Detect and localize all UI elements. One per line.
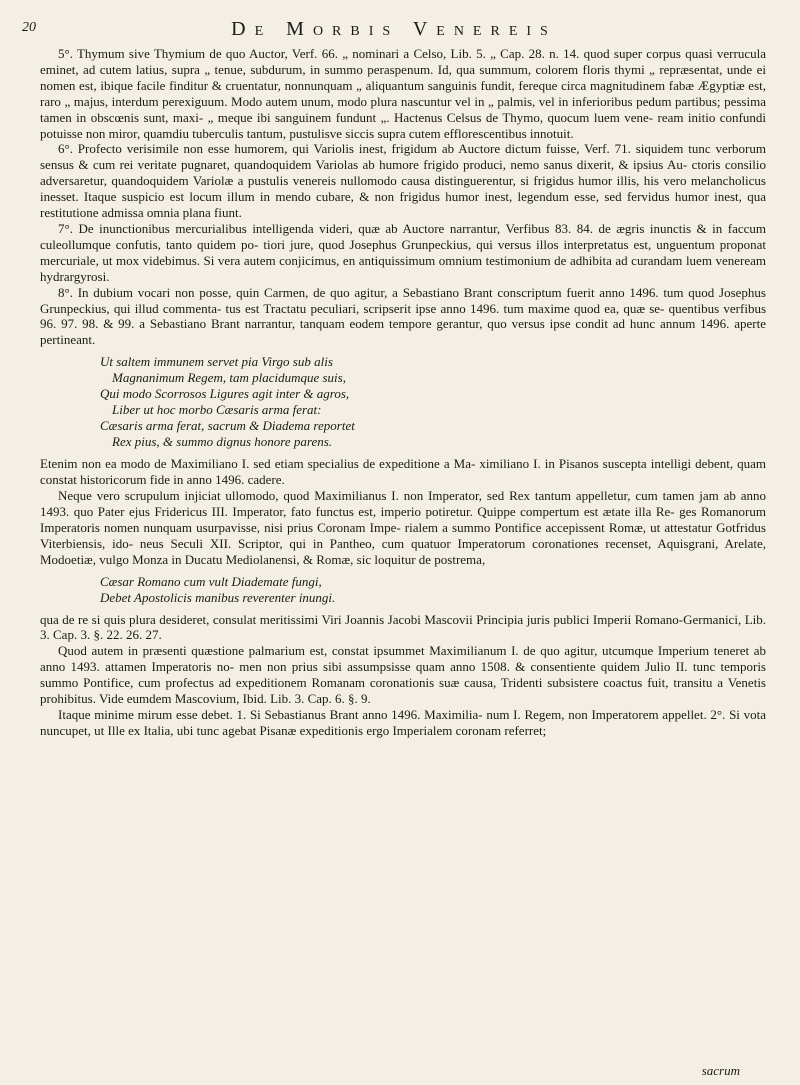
verse-line: Debet Apostolicis manibus reverenter inungi. bbox=[100, 589, 336, 605]
paragraph-5: 5°. Thymum sive Thymium de quo Auctor, Verf. 66. „ nominari a Celso, Lib. 5. „ Cap. 28. n. 14. quod super corpus quasi verrucula eminet, ad cutem latius, supra „ tenue, subdurum, in summo peraspenum. Id, qua summum, colorem floris thymi „ repræsentat, unde ei nomen est, ibique facile finditur & cruentatur, nonnunquam „ aliquantum sanguinis fundit, fereque circa magnitudinem fabæ Ægyptiæ est, raro „ majus, interdum perexiguum. Modo autem unum, modo plura nascuntur vel in „ palmis, vel in inferioribus pedum partibus; pessima tamen in obscœnis sunt, maxi- „ meque ibi sanguinem fundunt „. Hactenus Celsus de Thymo, quocum luem vene- ream initio confundi potuisse non miror, quamdiu tuberculis tantum, pustulisve siccis supra cutem efflorescentibus innotuit. bbox=[40, 46, 766, 141]
paragraph-neque: Neque vero scrupulum injiciat ullomodo, quod Maximilianus I. non Imperator, sed Rex tantum appelletur, cum tamen jam ab anno 1493. quo Pater ejus Fridericus III. Imperator, fato functus est, imperio potiretur. Quippe compertum est ætate illa Re- ges Romanorum Imperatoris nomen nunquam usurpavisse, nisi prius Coronam Impe- rialem a summo Pontifice accepissent Romæ, ut attestatur Gotfridus Viterbiensis, ido- neus Seculi XII. Scriptor, qui in Pantheo, cum quatuor Imperatorum coronationes recenset, Aquisgrani, Arelate, Modoetiæ, vulgo Monza in Ducatu Mediolanensi, & Romæ, sic loquitur de postrema, bbox=[40, 488, 766, 567]
verse-quotation-2 bbox=[100, 574, 766, 606]
verse-line: Ut saltem immunem servet pia Virgo sub alis bbox=[100, 354, 333, 370]
paragraph-etenim: Etenim non ea modo de Maximiliano I. sed etiam specialius de expeditione a Ma- ximiliano I. in Pisanos suscepta intelligi debent, quam constat historicorum fide in anno 1496. cadere. bbox=[40, 456, 766, 488]
catchword: sacrum bbox=[701, 1063, 740, 1078]
verse-line: Cæsar Romano cum vult Diademate fungi, bbox=[100, 573, 322, 589]
verse-line: Rex pius, & summo dignus honore parens. bbox=[112, 434, 333, 450]
paragraph-8: 8°. In dubium vocari non posse, quin Carmen, de quo agitur, a Sebastiano Brant conscriptum fuerit anno 1496. tum quod Josephus Grunpeckius, qui illud commenta- tus est Tractatu peculiari, scripserit ipse anno 1496. tum maxime quod ea, quæ se- quentibus verfibus 96. 97. 98. & 99. a Sebastiano Brant narrantur, tanquam eodem tempore gerantur, quo versus ipse condit ad hunc annum 1496. aperte pertineant. bbox=[40, 284, 766, 348]
verse-line: Magnanimum Regem, tam placidumque suis, bbox=[112, 370, 346, 386]
page-header bbox=[22, 18, 766, 42]
page-number: 20 bbox=[22, 20, 36, 35]
paragraph-7: 7°. De inunctionibus mercurialibus intelligenda videri, quæ ab Auctore narrantur, Verfibus 83. 84. de ægris inunctis & in faccum culeollumque confutis, tanto quidem po- tiori jure, quod Josephus Grunpeckius, qui versus illos interpretatus est, unguentum proponat mercuriale, ut mox videbimus. Si vera autem conjicimus, en antiquissimum omnium testimonium de adhibita ad curandam luem veneream hydrargyrosi. bbox=[40, 220, 766, 284]
paragraph-itaque: Itaque minime mirum esse debet. 1. Si Sebastianus Brant anno 1496. Maximilia- num I. Regem, non Imperatorem appellet. 2°. Si vota nuncupet, ut Ille ex Italia, ubi tunc agebat Pisanæ expeditionis ergo Imperialem coronam referret; bbox=[40, 707, 766, 738]
running-title: De Morbis Venereis bbox=[231, 18, 557, 40]
verse-line: Cæsaris arma ferat, sacrum & Diadema reportet bbox=[100, 418, 355, 434]
page-body bbox=[40, 46, 766, 739]
verse-quotation-1 bbox=[100, 354, 766, 450]
paragraph-6: 6°. Profecto verisimile non esse humorem, qui Variolis inest, frigidum ab Auctore dictum fuisse, Verf. 71. siquidem tunc verborum sensus & cum rei veritate pugnaret, quandoquidem Variolas ab humore frigido produci, nemo sanus dixerit, & ipsius Au- ctoris consilio adversaretur, quandoquidem Variolæ a pustulis venereis nullomodo causa distinguerentur, si frigidus humor illis, his vero melancholicus inesset. Itaque suspicio est locum illum in mendo cubare, & non frigidus humor inest, legendum esse, sed fervidus humor inest, qua restitutione admissa omnia plana fiunt. bbox=[40, 141, 766, 221]
verse-line: Liber ut hoc morbo Cæsaris arma ferat: bbox=[112, 402, 322, 418]
paragraph-qua-de-re: qua de re si quis plura desideret, consulat meritissimi Viri Joannis Jacobi Mascovii Principia juris publici Imperii Romano-Germanici, Lib. 3. Cap. 3. §. 22. 26. 27. bbox=[40, 611, 766, 643]
verse-line: Qui modo Scorrosos Ligures agit inter & agros, bbox=[100, 386, 350, 402]
paragraph-quod-autem: Quod autem in præsenti quæstione palmarium est, constat ipsummet Maximilianum I. de quo agitur, utcumque Imperium teneret ab anno 1493. attamen Imperatoris no- men non prius sibi assumpsisse quam anno 1508. & consentiente quidem Julio II. tunc temporis summo Pontifice, cum profectus ad expeditionem Romanam coronationis suæ causa, Tridenti subsistere coactus fuit, transitu a Venetis prohibitus. Vide eumdem Mascovium, Ibid. Lib. 3. Cap. 6. §. 9. bbox=[40, 643, 766, 707]
